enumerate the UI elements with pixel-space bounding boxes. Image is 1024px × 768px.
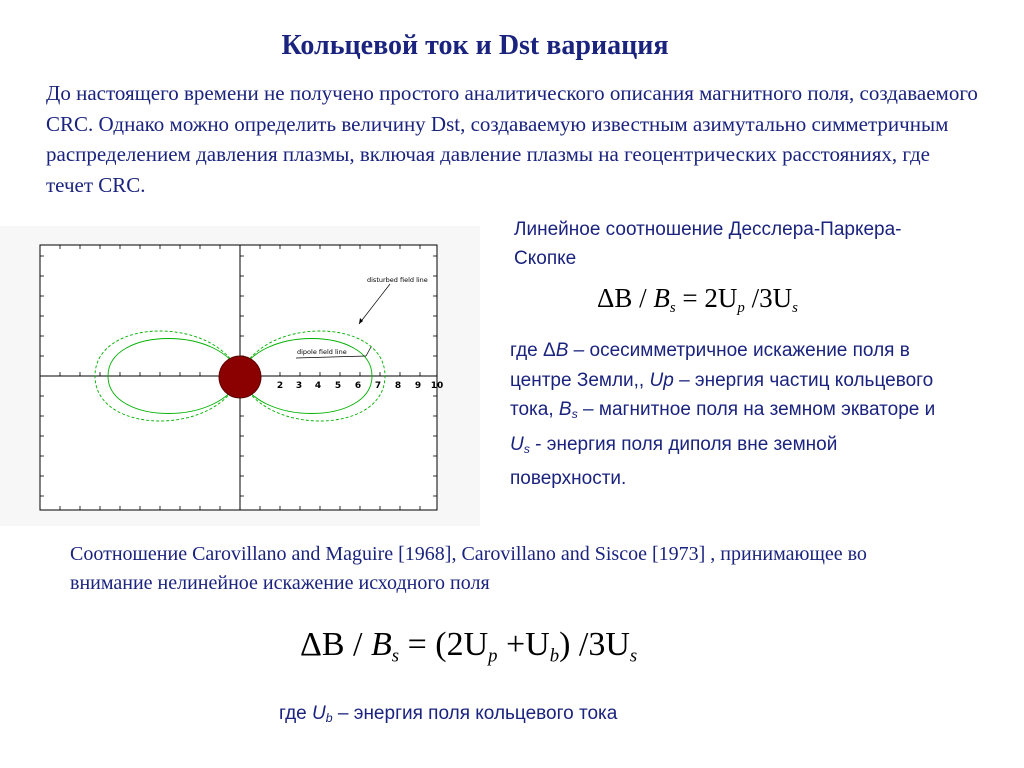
desc-text: – энергия частиц кольцевого тока, — [510, 369, 934, 420]
formula1-delta-b: ΔB — [597, 283, 633, 313]
x-tick-label: 7 — [374, 381, 382, 391]
carovillano-paragraph: Соотношение Carovillano and Maguire [1968], Carovillano and Siscoe [1973] , принимающее во внимание нелинейное искажение исходного поля — [70, 543, 867, 594]
x-tick-label: 4 — [314, 381, 322, 391]
formula2-equals: = — [407, 626, 427, 663]
formula2-p-sub: p — [488, 645, 498, 667]
desc-text: где Δ — [510, 340, 556, 361]
disturbed-field-line-label: disturbed field line — [367, 276, 428, 284]
ub-note — [279, 703, 779, 725]
ub-note-text: где — [279, 703, 313, 724]
x-tick-label: 6 — [354, 381, 362, 391]
ub-note-u: U — [312, 703, 326, 724]
formula2-delta-b: ΔB — [300, 626, 345, 663]
desc-bs-sub: s — [571, 407, 578, 422]
formula2-s-sub: s — [629, 645, 638, 667]
formula1-slash2: / — [751, 283, 760, 313]
field-line-figure — [0, 226, 480, 526]
formula1-2up: 2U — [704, 283, 738, 313]
formula1-description — [510, 336, 950, 494]
carovillano-formula — [300, 626, 637, 668]
formula2-slash2: / — [578, 626, 589, 663]
x-tick-label: 3 — [295, 381, 303, 391]
desc-us: U — [510, 433, 524, 455]
desc-text: - энергия поля диполя вне земной поверхности. — [510, 433, 838, 490]
formula2-b-sub: b — [549, 645, 560, 667]
intro-paragraph: До настоящего времени не получено простого аналитического описания магнитного поля, создаваемого CRC. Однако можно определить величину Dst, создаваемую известным азимутально симметричным распределением давления плазмы, включая давление плазмы на геоцентрических расстояниях, где течет CRC. — [46, 81, 978, 197]
desc-text: – магнитное поля на земном экваторе и — [577, 399, 936, 420]
formula2-open: (2U — [435, 626, 489, 663]
formula2-close: ) — [559, 626, 571, 663]
ub-note-u-sub: b — [325, 711, 333, 726]
formula1-slash: / — [639, 283, 647, 313]
formula2-slash: / — [353, 626, 363, 663]
x-axis-labels — [277, 381, 443, 391]
x-tick-label: 2 — [276, 381, 284, 391]
formula1-s-sub: s — [792, 300, 798, 317]
desc-us-sub: s — [523, 441, 530, 456]
formula2-plus: + — [505, 626, 526, 663]
dps-formula — [597, 283, 798, 317]
desc-b: B — [555, 340, 569, 361]
formula2-u: U — [525, 626, 550, 663]
formula2-3us: 3U — [588, 626, 630, 663]
x-tick-label: 9 — [414, 381, 422, 391]
dipole-field-line-label: dipole field line — [297, 348, 347, 356]
desc-up: Up — [649, 369, 674, 391]
field-line-plot — [0, 226, 480, 526]
formula1-3us: 3U — [759, 283, 793, 313]
formula2-b: B — [371, 626, 392, 663]
ub-note-text: – энергия поля кольцевого тока — [332, 703, 618, 724]
desc-bs: B — [558, 399, 572, 420]
x-tick-label: 5 — [334, 381, 342, 391]
x-tick-label: 8 — [394, 381, 402, 391]
formula1-bs-sub: s — [669, 300, 676, 317]
x-tick-label: 10 — [430, 381, 444, 391]
desc-text: – осесимметричное искажение поля в центре Земли,, — [510, 340, 910, 391]
formula1-equals: = — [682, 283, 698, 313]
slide-title: Кольцевой ток и Dst вариация — [281, 30, 669, 61]
formula2-bs-sub: s — [391, 645, 400, 667]
linear-relation-heading: Линейное соотношение Десслера-Паркера-Скопке — [514, 219, 902, 269]
formula1-b: B — [653, 283, 670, 313]
earth-disk — [219, 356, 261, 398]
formula1-p-sub: p — [737, 300, 745, 317]
